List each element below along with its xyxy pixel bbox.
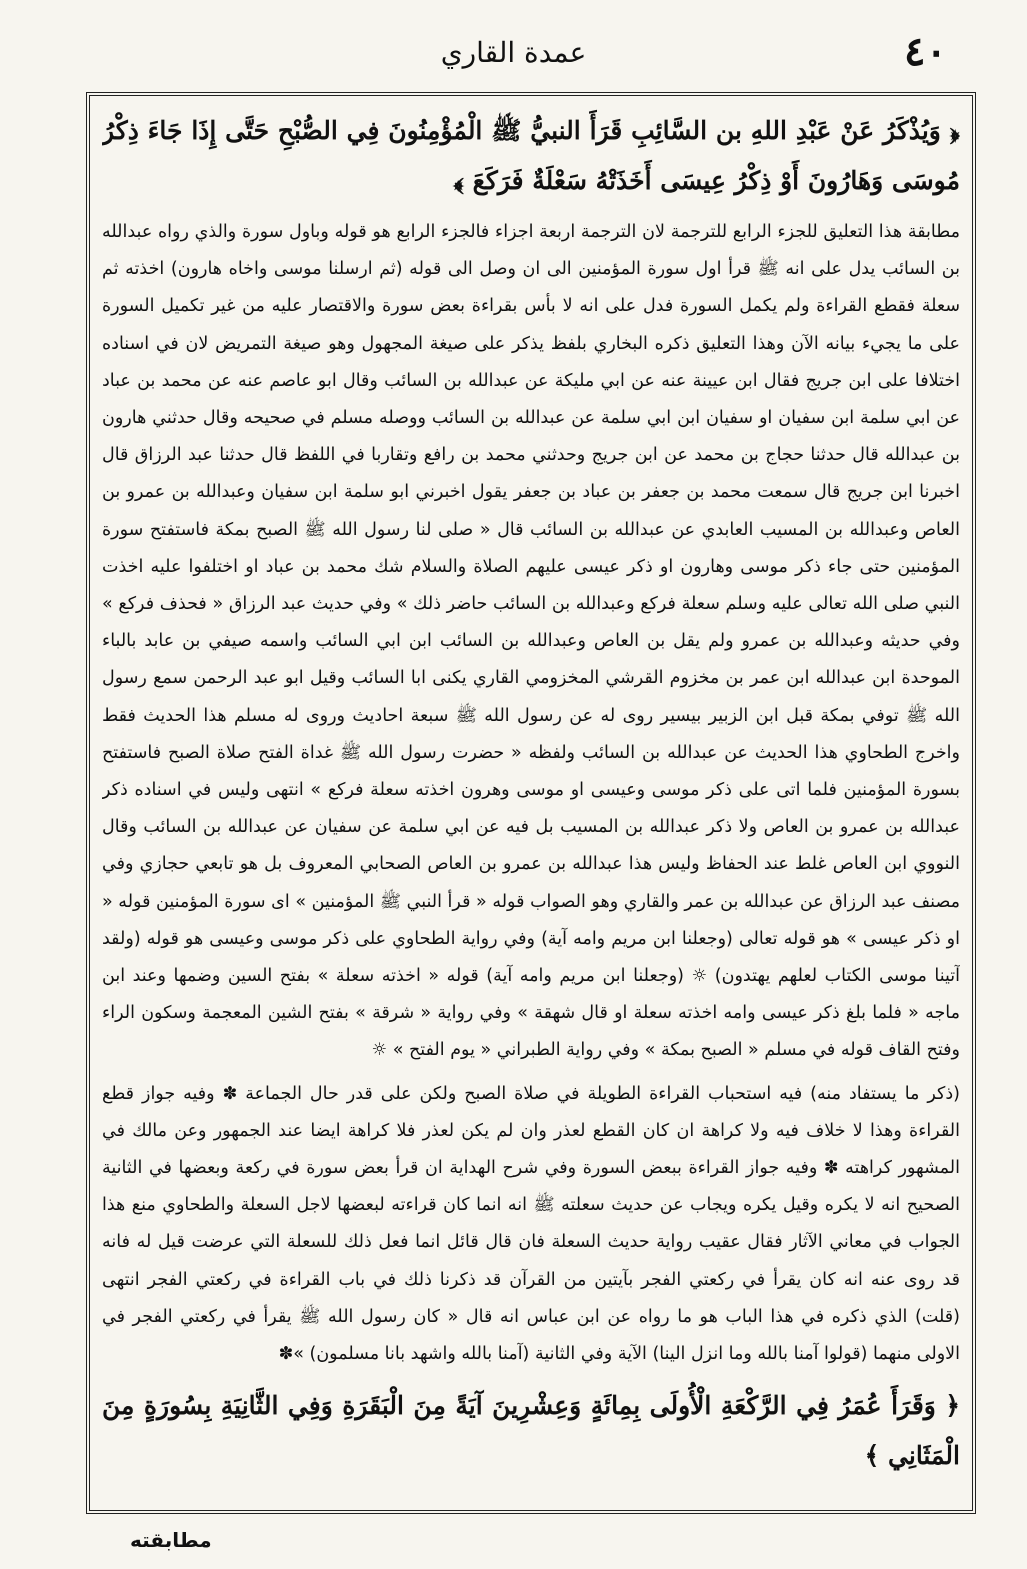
hadith-heading-2: ﴿ وَقَرَأَ عُمَرُ فِي الرَّكْعَةِ الْأُولَى بِمِائَةٍ وَعِشْرِينَ آيَةً مِنَ الْبَقَرَةِ وَفِي الثَّانِيَةِ بِسُورَةٍ مِنَ الْمَثَانِي ﴾ <box>102 1391 960 1471</box>
commentary-paragraph-1: مطابقة هذا التعليق للجزء الرابع للترجمة لان الترجمة اربعة اجزاء فالجزء الرابع هو قوله وباول سورة والذي رواه عبدالله بن السائب يدل على انه ﷺ قرأ اول سورة المؤمنين الى ان وصل الى قوله (ثم ارسلنا موسى واخاه هارون) اخذته ثم سعلة فقطع القراءة ولم يكمل السورة فدل على انه لا بأس بقراءة بعض سورة والاقتصار عليه من غير تكميل السورة على ما يجيء بيانه الآن وهذا التعليق ذكره البخاري بلفظ يذكر على صيغة المجهول وهو صيغة التمريض لان في اسناده اختلافا على ابن جريج فقال ابن عيينة عنه عن ابي مليكة عن عبدالله بن السائب وقال ابو عاصم عنه عن محمد بن عباد عن ابي سلمة ابن سفيان او سفيان ابن ابي سلمة عن عبدالله بن السائب ووصله مسلم في صحيحه وقال حدثني هارون بن عبدالله قال حدثنا حجاج بن محمد عن ابن جريج وحدثني محمد بن رافع وتقاربا في اللفظ قال حدثنا عبد الرزاق قال اخبرنا ابن جريج قال سمعت محمد بن جعفر بن عباد بن جعفر يقول اخبرني ابو سلمة ابن سفيان وعبدالله بن عمرو بن العاص وعبدالله بن المسيب العابدي عن عبدالله بن السائب قال « صلى لنا رسول الله ﷺ الصبح بمكة فاستفتح سورة المؤمنين حتى جاء ذكر موسى وهارون او ذكر عيسى عليهم الصلاة والسلام شك محمد بن عباد او اختلفوا عليه اخذت النبي صلى الله تعالى عليه وسلم سعلة فركع وعبدالله بن السائب حاضر ذلك » وفي حديث عبد الرزاق « فحذف فركع » وفي حديثه وعبدالله بن عمرو ولم يقل بن العاص وعبدالله بن السائب ابن ابي السائب واسمه صيفي بن عابد بالباء الموحدة ابن عبدالله ابن عمر بن مخزوم القرشي المخزومي القاري يكنى ابا السائب وقيل ابو عبد الرحمن سمع رسول الله ﷺ توفي بمكة قبل ابن الزبير بيسير روى له عن رسول الله ﷺ سبعة احاديث وروى له مسلم هذا الحديث فقط واخرج الطحاوي هذا الحديث عن عبدالله بن السائب ولفظه « حضرت رسول الله ﷺ غداة الفتح صلاة الصبح فاستفتح بسورة المؤمنين فلما اتى على ذكر موسى وعيسى او موسى وهرون اخذته سعلة فركع » انتهى وليس في اسناده ذكر عبدالله بن عمرو بن العاص ولا ذكر عبدالله بن المسيب بل فيه عن ابي سلمة عن سفيان عن عبدالله بن السائب وقال النووي ابن العاص غلط عند الحفاظ وليس هذا عبدالله بن عمرو بن العاص الصحابي المعروف بل هو تابعي حجازي وفي مصنف عبد الرزاق عن عبدالله بن عمر والقاري وهو الصواب قوله « قرأ النبي ﷺ المؤمنين » اى سورة المؤمنين قوله « او ذكر عيسى » هو قوله تعالى (وجعلنا ابن مريم وامه آية) وفي رواية الطحاوي على ذكر موسى وعيسى هو قوله (ولقد آتينا موسى الكتاب لعلهم يهتدون) ☼ (وجعلنا ابن مريم وامه آية) قوله « اخذته سعلة » بفتح السين وضمها وعند ابن ماجه « فلما بلغ ذكر عيسى وامه اخذته سعلة او قال شهقة » وفي رواية « شرقة » بفتح الشين المعجمة وسكون الراء وفتح القاف قوله في مسلم « الصبح بمكة » وفي رواية الطبراني « يوم الفتح » ☼ <box>102 222 960 1061</box>
text-frame <box>86 92 976 1514</box>
hadith-heading-1: ﴿ وَيُذْكَرُ عَنْ عَبْدِ اللهِ بن السَّائِبِ قَرَأَ النبيُّ ﷺ الْمُؤْمِنُونَ فِي الصُّبْحِ حَتَّى إِذَا جَاءَ ذِكْرُ مُوسَى وَهَارُونَ أَوْ ذِكْرُ عِيسَى أَخَذَتْهُ سَعْلَةٌ فَرَكَعَ ﴾ <box>102 116 960 195</box>
page-number: ٤٠ <box>904 28 947 75</box>
running-title: عمدة القاري <box>440 36 587 69</box>
commentary-paragraph-2: (ذكر ما يستفاد منه) فيه استحباب القراءة الطويلة في صلاة الصبح ولكن على قدر حال الجماعة ✽ وفيه جواز قطع القراءة وهذا لا خلاف فيه ولا كراهة ان كان القطع لعذر وان لم يكن لعذر فلا كراهة ايضا عند الجمهور وعن مالك في المشهور كراهته ✽ وفيه جواز القراءة ببعض السورة وفي شرح الهداية ان قرأ بعض سورة في ركعة وبعضها في الثانية الصحيح انه لا يكره وقيل يكره ويجاب عن حديث سعلته ﷺ انه انما كان قراءته لبعضها لاجل السعلة والطحاوي منع هذا الجواب في معاني الآثار فقال عقيب رواية حديث السعلة فان قال قائل انما فعل ذلك للسعلة التي عرضت قيل له فانه قد روى عنه انه كان يقرأ في ركعتي الفجر بآيتين من القرآن قد ذكرنا ذلك في باب القراءة في ركعتي الفجر انتهى (قلت) الذي ذكره في هذا الباب هو ما رواه عن ابن عباس انه قال « كان رسول الله ﷺ يقرأ في ركعتي الفجر في الاولى منهما (قولوا آمنا بالله وما انزل الينا) الآية وفي الثانية (آمنا بالله واشهد بانا مسلمون) »✽ <box>102 1083 960 1365</box>
text-body <box>102 106 960 1500</box>
page-header <box>60 28 967 84</box>
catchword: مطابقته <box>130 1528 212 1552</box>
